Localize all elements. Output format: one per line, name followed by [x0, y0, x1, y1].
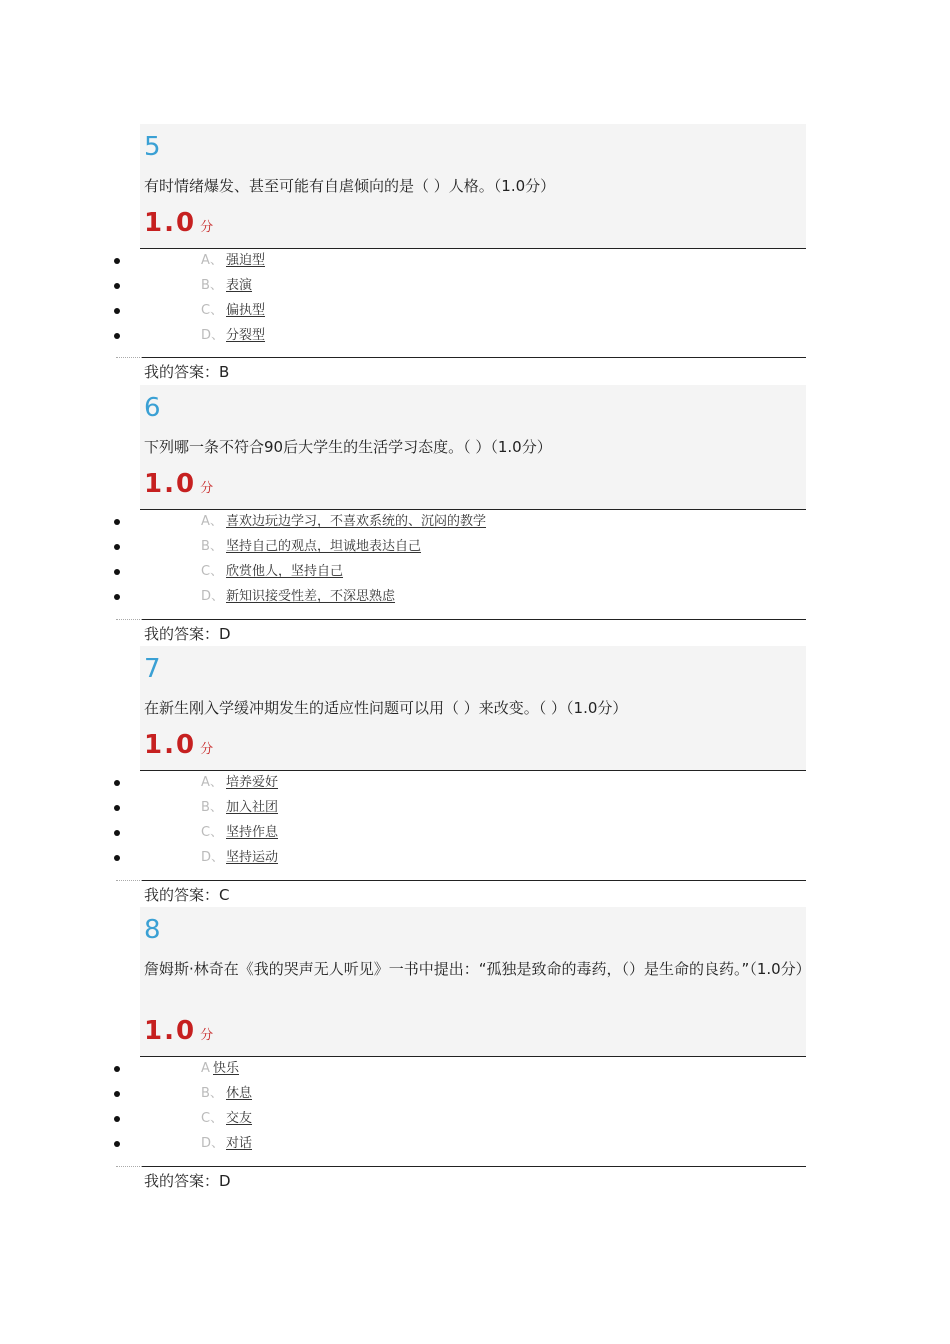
option-letter: B、 — [201, 539, 223, 554]
option-letter: C、 — [201, 1111, 224, 1126]
bullet-icon — [114, 594, 120, 600]
option-item[interactable] — [0, 771, 950, 796]
option-item[interactable] — [0, 249, 950, 274]
option-item[interactable] — [0, 846, 950, 871]
option-letter: A、 — [201, 514, 223, 529]
bullet-icon — [114, 333, 120, 339]
question-number: 8 — [144, 915, 161, 945]
question-text: 下列哪一条不符合90后大学生的生活学习态度。（ ）（1.0分） — [144, 438, 552, 456]
question-number: 5 — [144, 132, 161, 162]
option-link[interactable]: 欣赏他人，坚持自己 — [226, 564, 344, 579]
question-header — [140, 646, 806, 771]
option-link[interactable]: 交友 — [226, 1111, 253, 1126]
question-text: 在新生刚入学缓冲期发生的适应性问题可以用（ ）来改变。（ ）（1.0分） — [144, 699, 628, 717]
divider-line — [142, 880, 806, 881]
question-header — [140, 385, 806, 510]
option-link[interactable]: 坚持作息 — [226, 825, 279, 840]
option-letter: B、 — [201, 1086, 223, 1101]
divider-line — [142, 619, 806, 620]
bullet-icon — [114, 569, 120, 575]
my-answer: 我的答案：B — [144, 363, 230, 381]
bullet-icon — [114, 519, 120, 525]
option-letter: B、 — [201, 800, 223, 815]
option-link[interactable]: 新知识接受性差，不深思熟虑 — [226, 589, 396, 604]
score-unit: 分 — [200, 481, 214, 496]
option-item[interactable] — [0, 274, 950, 299]
option-link[interactable]: 加入社团 — [226, 800, 279, 815]
option-list — [0, 771, 950, 871]
bullet-icon — [114, 1066, 120, 1072]
option-link[interactable]: 强迫型 — [226, 253, 266, 268]
bullet-icon — [114, 544, 120, 550]
question-score — [144, 1016, 213, 1051]
score-value: 1.0 — [144, 208, 197, 238]
divider-dots — [116, 357, 142, 358]
question-header — [140, 907, 811, 1057]
option-item[interactable] — [0, 299, 950, 324]
option-letter: B、 — [201, 278, 223, 293]
option-letter: C、 — [201, 825, 224, 840]
score-value: 1.0 — [144, 469, 197, 499]
option-list — [0, 249, 950, 349]
divider-line — [142, 1166, 806, 1167]
option-link[interactable]: 休息 — [226, 1086, 253, 1101]
option-list — [0, 1057, 950, 1157]
divider-dots — [116, 619, 142, 620]
option-link[interactable]: 快乐 — [213, 1061, 240, 1076]
option-item[interactable] — [0, 1057, 950, 1082]
option-link[interactable]: 分裂型 — [226, 328, 266, 343]
option-item[interactable] — [0, 560, 950, 585]
question-score — [144, 469, 213, 504]
bullet-icon — [114, 1116, 120, 1122]
option-item[interactable] — [0, 324, 950, 349]
question-text: 有时情绪爆发、甚至可能有自虐倾向的是（ ）人格。（1.0分） — [144, 177, 556, 195]
bullet-icon — [114, 1141, 120, 1147]
option-item[interactable] — [0, 1107, 950, 1132]
question-number: 6 — [144, 393, 161, 423]
option-letter: D、 — [201, 328, 225, 343]
question-number: 7 — [144, 654, 161, 684]
score-value: 1.0 — [144, 730, 197, 760]
option-link[interactable]: 坚持运动 — [226, 850, 279, 865]
divider-dots — [116, 1166, 142, 1167]
option-item[interactable] — [0, 510, 950, 535]
option-link[interactable]: 喜欢边玩边学习，不喜欢系统的、沉闷的教学 — [226, 514, 487, 529]
option-link[interactable]: 培养爱好 — [226, 775, 279, 790]
option-link[interactable]: 表演 — [226, 278, 253, 293]
question-score — [144, 208, 213, 243]
my-answer: 我的答案：D — [144, 625, 231, 643]
option-letter: C、 — [201, 564, 224, 579]
option-item[interactable] — [0, 821, 950, 846]
option-letter: D、 — [201, 589, 225, 604]
score-unit: 分 — [200, 220, 214, 235]
score-unit: 分 — [200, 742, 214, 757]
option-letter: D、 — [201, 850, 225, 865]
option-letter: D、 — [201, 1136, 225, 1151]
bullet-icon — [114, 258, 120, 264]
option-item[interactable] — [0, 535, 950, 560]
option-letter: A、 — [201, 253, 223, 268]
bullet-icon — [114, 283, 120, 289]
option-link[interactable]: 偏执型 — [226, 303, 266, 318]
option-list — [0, 510, 950, 610]
option-item[interactable] — [0, 1132, 950, 1157]
my-answer: 我的答案：C — [144, 886, 230, 904]
bullet-icon — [114, 830, 120, 836]
divider-dots — [116, 880, 142, 881]
option-letter: A — [201, 1061, 210, 1076]
my-answer: 我的答案：D — [144, 1172, 231, 1190]
option-link[interactable]: 对话 — [226, 1136, 253, 1151]
score-unit: 分 — [200, 1028, 214, 1043]
bullet-icon — [114, 1091, 120, 1097]
option-letter: A、 — [201, 775, 223, 790]
bullet-icon — [114, 805, 120, 811]
bullet-icon — [114, 855, 120, 861]
score-value: 1.0 — [144, 1016, 197, 1046]
question-text: 詹姆斯·林奇在《我的哭声无人听见》一书中提出：“孤独是致命的毒药，（）是生命的良药。”（1.0分） — [144, 960, 811, 978]
divider-line — [142, 357, 806, 358]
question-header — [140, 124, 806, 249]
bullet-icon — [114, 308, 120, 314]
option-letter: C、 — [201, 303, 224, 318]
option-item[interactable] — [0, 1082, 950, 1107]
option-item[interactable] — [0, 585, 950, 610]
bullet-icon — [114, 780, 120, 786]
question-score — [144, 730, 213, 765]
option-link[interactable]: 坚持自己的观点，坦诚地表达自己 — [226, 539, 422, 554]
option-item[interactable] — [0, 796, 950, 821]
